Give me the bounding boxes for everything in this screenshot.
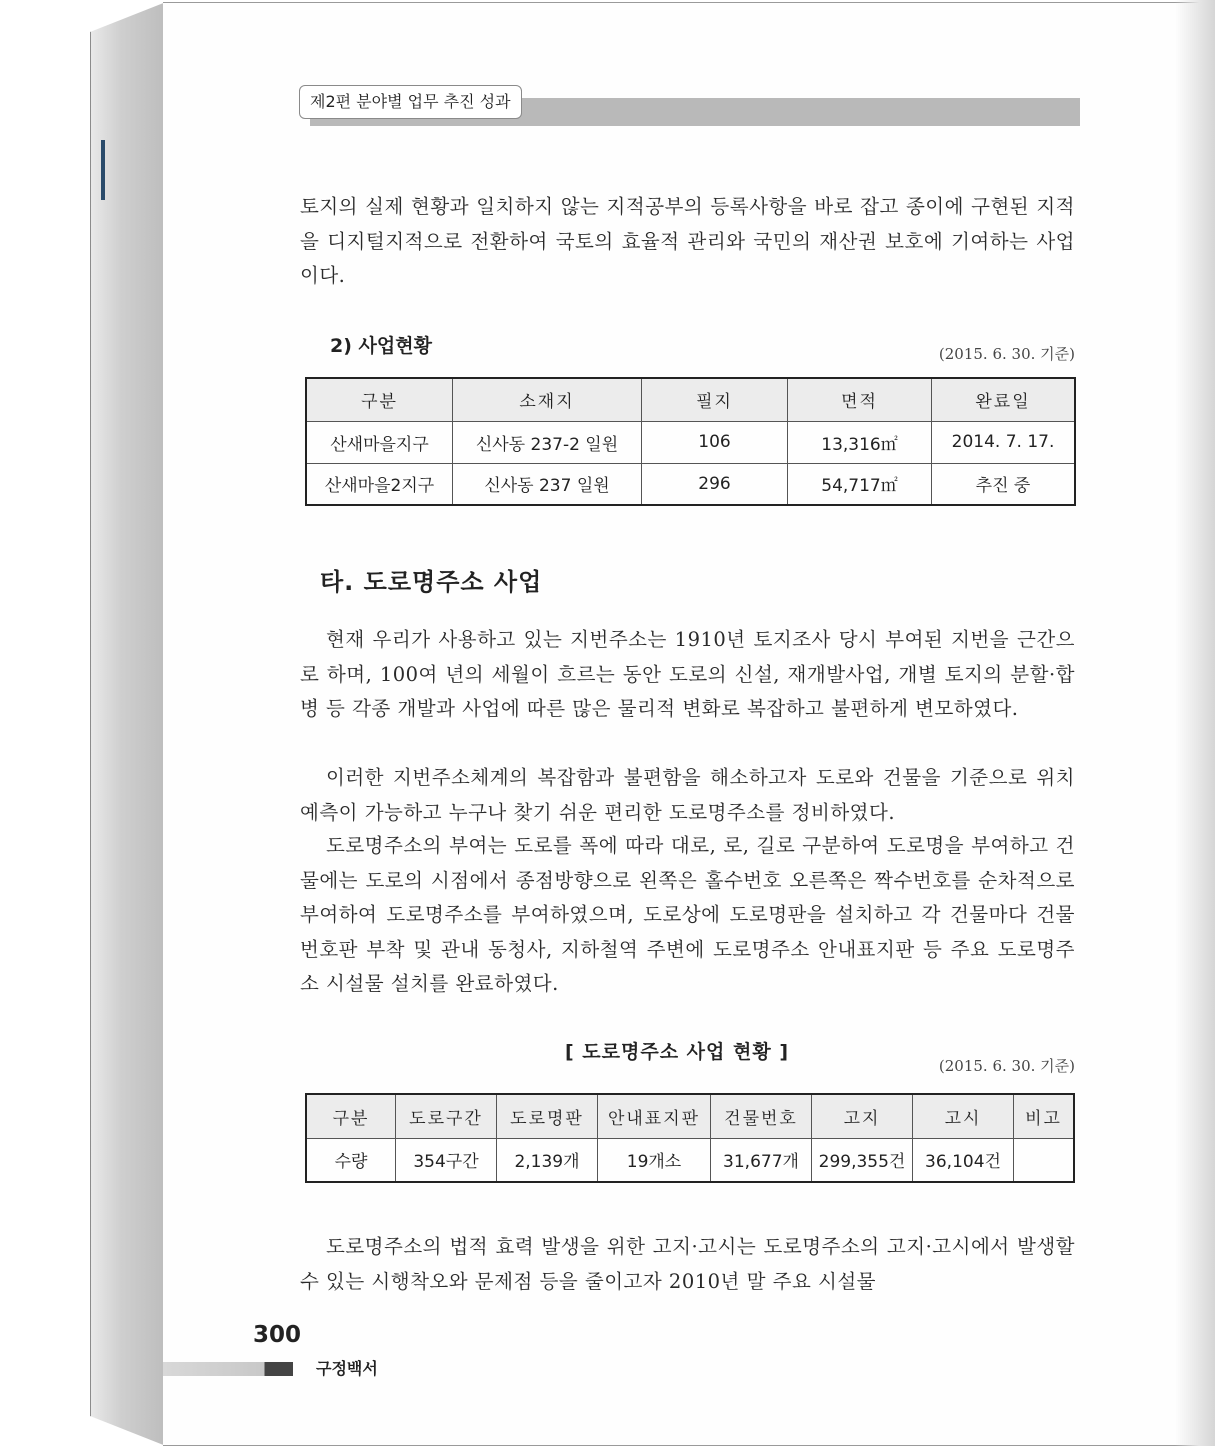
table-row [306,463,1075,505]
table-cell [1014,1138,1075,1182]
footer-book-title: 구정백서 [316,1359,378,1378]
column-header: 안내표지판 [598,1094,711,1138]
table-cell: 산새마을2지구 [306,463,453,505]
column-header: 구분 [306,378,453,421]
closing-paragraph: 도로명주소의 법적 효력 발생을 위한 고지·고시는 도로명주소의 고지·고시에서 발생할 수 있는 시행착오와 문제점 등을 줄이고자 2010년 말 주요 시설물 [300,1235,1075,1293]
business-status-heading: 2) 사업현황 [330,335,432,357]
page-edge-shadow [1175,0,1215,1446]
book-spine [90,2,166,1446]
section-paragraph-1: 현재 우리가 사용하고 있는 지번주소는 1910년 토지조사 당시 부여된 지번을 근간으로 하며, 100여 년의 세월이 흐르는 동안 도로의 신설, 재개발사업, 개별 토지의 분할·합병 등 각종 개발과 사업에 따른 많은 물리적 변화로 복잡하고 불편하게 변모하였다. [300,628,1075,720]
table-cell: 신사동 237 일원 [453,463,642,505]
road-address-table [305,1093,1075,1183]
section-paragraph-3: 도로명주소의 부여는 도로를 폭에 따라 대로, 로, 길로 구분하여 도로명을 부여하고 건물에는 도로의 시점에서 종점방향으로 왼쪽은 홀수번호 오른쪽은 짝수번호를 순차적으로 부여하여 도로명주소를 부여하였으며, 도로상에 도로명판을 설치하고 각 건물마다 건물번호판 부착 및 관내 동청사, 지하철역 주변에 도로명주소 안내표지판 등 주요 도로명주소 시설물 설치를 완료하였다. [300,834,1075,995]
table-row [306,1138,1074,1182]
column-header: 도로구간 [396,1094,497,1138]
chapter-title: 제2편 분야별 업무 추진 성과 [299,85,522,119]
business-status-as-of: (2015. 6. 30. 기준) [938,345,1075,363]
road-address-table-caption: [ 도로명주소 사업 현황 ] [565,1041,790,1063]
table-cell: 31,677개 [711,1138,812,1182]
spine-mark [101,140,105,200]
table-cell: 36,104건 [913,1138,1014,1182]
page-number: 300 [253,1322,302,1348]
intro-paragraph: 토지의 실제 현황과 일치하지 않는 지적공부의 등록사항을 바로 잡고 종이에 구현된 지적을 디지털지적으로 전환하여 국토의 효율적 관리와 국민의 재산권 보호에 기여하는 사업이다. [300,195,1075,287]
table-cell: 2014. 7. 17. [932,421,1076,463]
column-header: 고시 [913,1094,1014,1138]
table-cell: 13,316㎡ [788,421,932,463]
table-cell: 2,139개 [497,1138,598,1182]
table-cell: 299,355건 [812,1138,913,1182]
business-status-table [305,377,1076,506]
column-header: 구분 [306,1094,396,1138]
table-row [306,421,1075,463]
section-heading: 타. 도로명주소 사업 [320,568,543,596]
column-header: 도로명판 [497,1094,598,1138]
column-header: 필지 [642,378,788,421]
table-cell: 산새마을지구 [306,421,453,463]
table-header-row [306,1094,1074,1138]
table-header-row [306,378,1075,421]
table-cell: 296 [642,463,788,505]
footer-bar [163,1362,293,1376]
column-header: 완료일 [932,378,1076,421]
table-cell: 54,717㎡ [788,463,932,505]
table-cell: 신사동 237-2 일원 [453,421,642,463]
table-cell: 추진 중 [932,463,1076,505]
table-cell: 106 [642,421,788,463]
column-header: 고지 [812,1094,913,1138]
table-cell: 354구간 [396,1138,497,1182]
column-header: 면적 [788,378,932,421]
section-paragraph-2: 이러한 지번주소체계의 복잡함과 불편함을 해소하고자 도로와 건물을 기준으로 위치 예측이 가능하고 누구나 찾기 쉬운 편리한 도로명주소를 정비하였다. [300,766,1075,824]
table-cell: 수량 [306,1138,396,1182]
table-cell: 19개소 [598,1138,711,1182]
column-header: 소재지 [453,378,642,421]
column-header: 비고 [1014,1094,1075,1138]
column-header: 건물번호 [711,1094,812,1138]
road-address-as-of: (2015. 6. 30. 기준) [938,1057,1075,1075]
